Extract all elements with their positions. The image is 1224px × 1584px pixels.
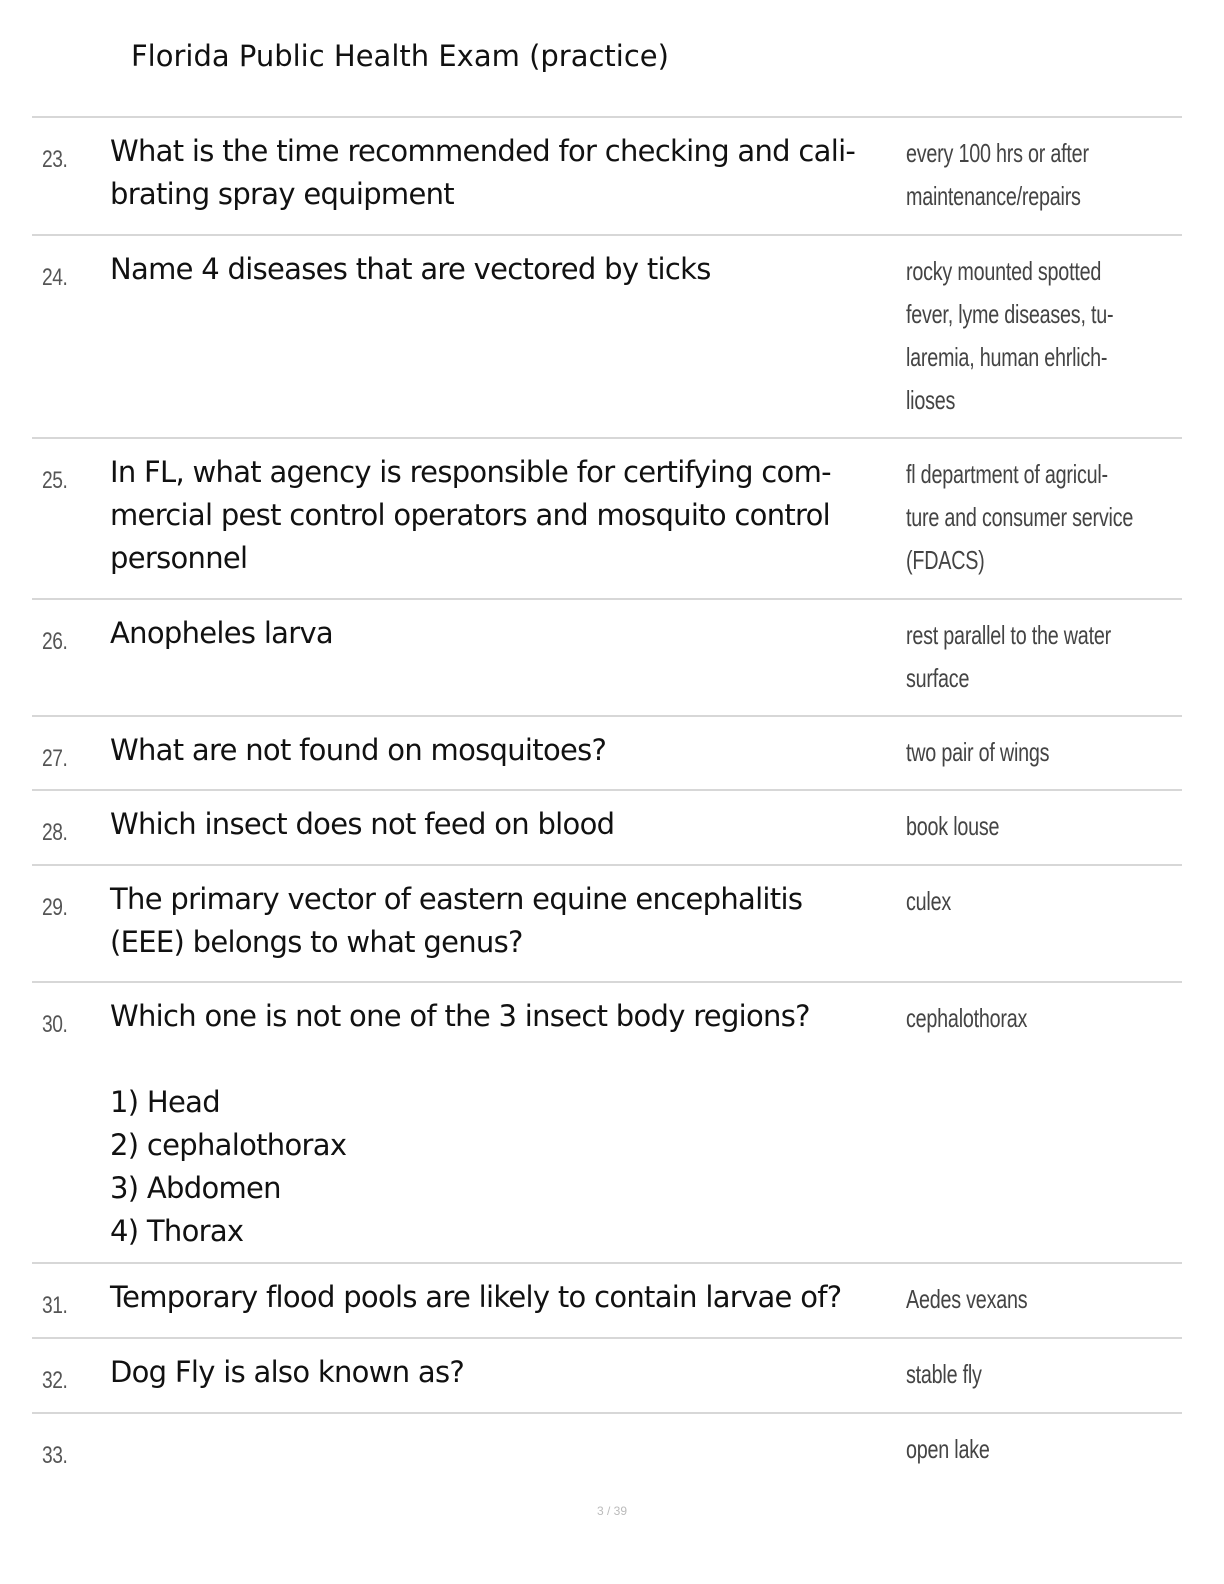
question-number: 25. xyxy=(42,467,68,494)
answer-text: culex xyxy=(906,886,951,916)
answer-text: open lake xyxy=(906,1434,990,1464)
question-text: Which one is not one of the 3 insect body regions? 1) Head 2) cephalothorax 3) Abdomen 4) Thorax xyxy=(110,999,810,1248)
answer-text: cephalothorax xyxy=(906,1003,1028,1033)
table-row xyxy=(32,791,1182,866)
qa-table xyxy=(32,116,1182,1486)
question-number: 27. xyxy=(42,745,68,772)
answer-text: Aedes vexans xyxy=(906,1284,1028,1314)
table-row xyxy=(32,1264,1182,1339)
table-row xyxy=(32,983,1182,1264)
table-row xyxy=(32,118,1182,236)
table-row xyxy=(32,1414,1182,1486)
question-number: 26. xyxy=(42,628,68,655)
table-row xyxy=(32,439,1182,600)
page-title: Florida Public Health Exam (practice) xyxy=(131,39,669,73)
question-text: Temporary flood pools are likely to contain larvae of? xyxy=(110,1280,842,1314)
table-row xyxy=(32,717,1182,791)
answer-text: every 100 hrs or after maintenance/repairs xyxy=(906,138,1089,211)
question-number: 31. xyxy=(42,1292,68,1319)
table-row xyxy=(32,1339,1182,1414)
answer-text: rest parallel to the water surface xyxy=(906,620,1111,693)
question-number: 28. xyxy=(42,819,68,846)
question-text: Which insect does not feed on blood xyxy=(110,807,615,841)
question-text: What is the time recommended for checking and cali- brating spray equipment xyxy=(110,134,856,211)
question-number: 29. xyxy=(42,894,68,921)
question-text: In FL, what agency is responsible for certifying com- mercial pest control operators and mosquito control personnel xyxy=(110,455,831,575)
answer-text: stable fly xyxy=(906,1359,982,1389)
answer-text: two pair of wings xyxy=(906,737,1050,767)
answer-text: book louse xyxy=(906,811,1000,841)
answer-text: rocky mounted spotted fever, lyme diseases, tu- laremia, human ehrlich- lioses xyxy=(906,256,1114,415)
answer-text: fl department of agricul- ture and consumer service (FDACS) xyxy=(906,459,1134,575)
table-row xyxy=(32,236,1182,439)
question-text: What are not found on mosquitoes? xyxy=(110,733,607,767)
question-number: 33. xyxy=(42,1442,68,1469)
table-row xyxy=(32,866,1182,983)
question-number: 23. xyxy=(42,146,68,173)
page-number: 3 / 39 xyxy=(596,1504,628,1518)
question-number: 24. xyxy=(42,264,68,291)
question-text: Anopheles larva xyxy=(110,616,334,650)
question-text: Dog Fly is also known as? xyxy=(110,1355,465,1389)
question-number: 30. xyxy=(42,1011,68,1038)
question-number: 32. xyxy=(42,1367,68,1394)
question-text: The primary vector of eastern equine encephalitis (EEE) belongs to what genus? xyxy=(110,882,803,959)
question-text: Name 4 diseases that are vectored by ticks xyxy=(110,252,711,286)
table-row xyxy=(32,600,1182,717)
